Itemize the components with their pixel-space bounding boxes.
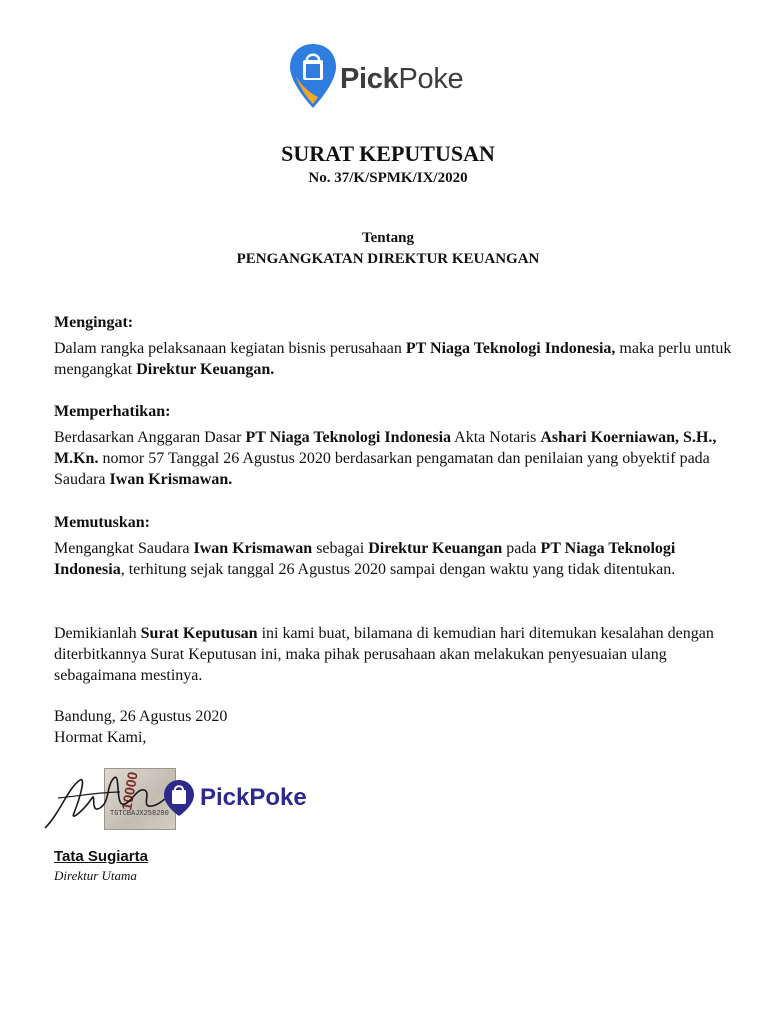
closing-paragraph: [54, 623, 734, 686]
section-heading: Memperhatikan:: [54, 403, 171, 420]
bold-run: Iwan Krismawan: [193, 540, 313, 557]
logo-text-poke: Poke: [398, 62, 464, 95]
section-paragraph: [54, 338, 734, 380]
bold-run: Iwan Krismawan.: [109, 471, 233, 488]
bold-run: Ashari Koerniawan, S.H., M.Kn.: [54, 429, 717, 467]
section-paragraph: [54, 538, 734, 580]
bold-run: PT Niaga Teknologi Indonesia: [54, 540, 676, 578]
text-run: ini kami buat, bilamana di kemudian hari ditemukan kesalahan dengan diterbitkannya Surat Keputusan ini, maka pihak perusahaan akan melakukan penyesuaian ulang sebagaimana mestinya.: [54, 625, 714, 684]
document-number: No. 37/K/SPMK/IX/2020: [308, 170, 468, 186]
company-logo: [288, 42, 463, 112]
text-run: pada: [502, 540, 541, 557]
stamp-logo: [162, 778, 307, 818]
section-heading: Mengingat:: [54, 314, 134, 331]
section-memperhatikan: [54, 401, 734, 490]
section-mengingat: [54, 312, 734, 380]
text-run: Berdasarkan Anggaran Dasar: [54, 429, 246, 446]
stamp-serial: TGTCBAJX258280: [110, 810, 169, 818]
stamp-value: 10000: [118, 770, 141, 812]
bold-run: Direktur Keuangan.: [136, 361, 275, 378]
bold-run: PT Niaga Teknologi Indonesia,: [405, 340, 616, 357]
section-memutuskan: [54, 512, 734, 580]
logo-text: [340, 63, 463, 96]
bold-run: Surat Keputusan: [140, 625, 258, 642]
text-run: Mengangkat Saudara: [54, 540, 194, 557]
bold-run: Direktur Keuangan: [368, 540, 503, 557]
place-and-date: Bandung, 26 Agustus 2020: [54, 708, 228, 725]
text-run: Demikianlah: [54, 625, 141, 642]
bold-run: PT Niaga Teknologi Indonesia: [245, 429, 452, 446]
signer-name: Tata Sugiarta: [54, 848, 148, 865]
document-about-label: Tentang: [362, 230, 414, 246]
text-run: maka perlu untuk mengangkat: [54, 340, 732, 378]
section-heading: Memutuskan:: [54, 514, 151, 531]
text-run: Dalam rangka pelaksanaan kegiatan bisnis perusahaan: [54, 340, 406, 357]
logo-text-pick: Pick: [340, 62, 399, 95]
signer-role: Direktur Utama: [54, 868, 137, 883]
signature-area: [40, 758, 340, 838]
text-run: , terhitung sejak tanggal 26 Agustus 2020 sampai dengan waktu yang tidak ditentukan.: [120, 561, 676, 578]
document-subject: PENGANGKATAN DIREKTUR KEUANGAN: [236, 251, 540, 267]
regards: Hormat Kami,: [54, 729, 147, 746]
text-run: Akta Notaris: [451, 429, 541, 446]
section-paragraph: [54, 427, 734, 490]
document-title: SURAT KEPUTUSAN: [281, 141, 495, 166]
text-run: nomor 57 Tanggal 26 Agustus 2020 berdasarkan pengamatan dan penilaian yang obyektif pada Saudara: [54, 450, 710, 488]
text-run: sebagai: [312, 540, 369, 557]
stamp-logo-text: PickPoke: [200, 784, 307, 811]
shopping-bag-icon: [162, 778, 196, 818]
shopping-bag-pin-icon: [288, 42, 338, 112]
